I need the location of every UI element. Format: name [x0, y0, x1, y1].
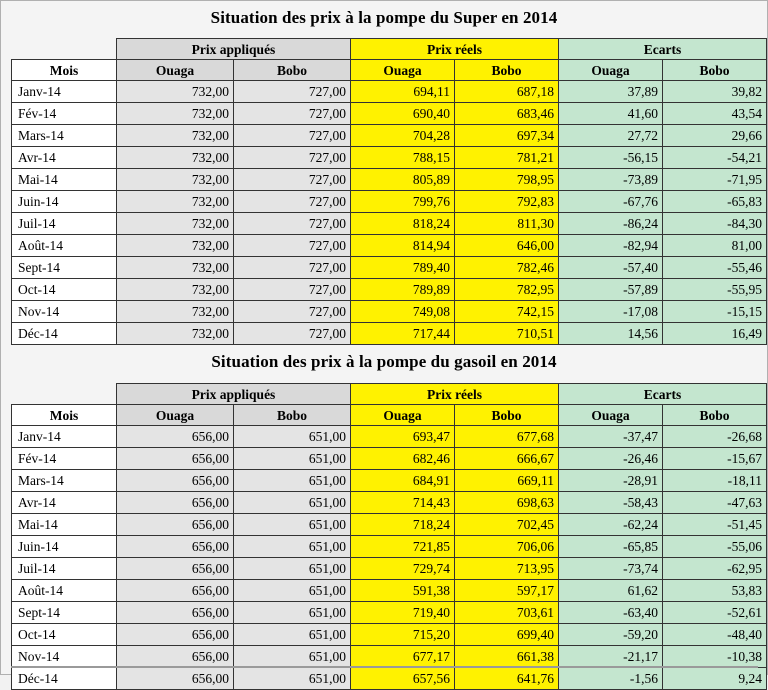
cell-real-ouaga: 729,74 [351, 558, 455, 580]
cell-month: Mai-14 [12, 169, 117, 191]
cell-real-ouaga: 693,47 [351, 426, 455, 448]
cell-gap-bobo: 43,54 [663, 103, 767, 125]
cell-gap-ouaga: -28,91 [559, 470, 663, 492]
cell-gap-ouaga: -26,46 [559, 448, 663, 470]
cell-gap-bobo: 16,49 [663, 323, 767, 345]
cell-applied-bobo: 651,00 [234, 668, 351, 690]
cell-month: Sept-14 [12, 602, 117, 624]
header-blank [12, 384, 117, 405]
column-header-applied-ouaga: Ouaga [117, 405, 234, 426]
cell-month: Oct-14 [12, 624, 117, 646]
cell-applied-bobo: 727,00 [234, 213, 351, 235]
table-row [12, 624, 767, 646]
table-row [12, 668, 767, 690]
column-header-applied-bobo: Bobo [234, 60, 351, 81]
cell-applied-bobo: 727,00 [234, 323, 351, 345]
cell-applied-bobo: 651,00 [234, 646, 351, 668]
cell-real-bobo: 646,00 [455, 235, 559, 257]
cell-gap-bobo: -62,95 [663, 558, 767, 580]
cell-gap-bobo: 39,82 [663, 81, 767, 103]
cell-gap-ouaga: -86,24 [559, 213, 663, 235]
column-header-applied-ouaga: Ouaga [117, 60, 234, 81]
cell-real-ouaga: 805,89 [351, 169, 455, 191]
table-row [12, 257, 767, 279]
cell-month: Sept-14 [12, 257, 117, 279]
table-row [12, 81, 767, 103]
cell-gap-bobo: -47,63 [663, 492, 767, 514]
cell-month: Juin-14 [12, 191, 117, 213]
cell-real-bobo: 742,15 [455, 301, 559, 323]
cell-real-ouaga: 704,28 [351, 125, 455, 147]
column-header-real-ouaga: Ouaga [351, 405, 455, 426]
cell-real-bobo: 713,95 [455, 558, 559, 580]
table-row [12, 279, 767, 301]
cell-gap-ouaga: -56,15 [559, 147, 663, 169]
cell-real-ouaga: 749,08 [351, 301, 455, 323]
table-row [12, 536, 767, 558]
cell-gap-bobo: -55,46 [663, 257, 767, 279]
cell-gap-ouaga: -1,56 [559, 668, 663, 690]
gasoil-table-title: Situation des prix à la pompe du gasoil en 2014 [211, 352, 557, 371]
super-table-title: Situation des prix à la pompe du Super en 2014 [210, 8, 558, 27]
cell-real-bobo: 699,40 [455, 624, 559, 646]
cell-applied-ouaga: 732,00 [117, 235, 234, 257]
cell-month: Janv-14 [12, 81, 117, 103]
cell-real-bobo: 669,11 [455, 470, 559, 492]
cell-real-ouaga: 690,40 [351, 103, 455, 125]
cell-applied-bobo: 727,00 [234, 169, 351, 191]
super-price-table [11, 38, 767, 345]
cell-real-bobo: 782,46 [455, 257, 559, 279]
cell-gap-bobo: -15,15 [663, 301, 767, 323]
cell-applied-ouaga: 732,00 [117, 169, 234, 191]
cell-applied-bobo: 651,00 [234, 580, 351, 602]
cell-gap-ouaga: -57,40 [559, 257, 663, 279]
cell-real-bobo: 666,67 [455, 448, 559, 470]
cell-gap-ouaga: -37,47 [559, 426, 663, 448]
cell-month: Mars-14 [12, 125, 117, 147]
cell-applied-ouaga: 656,00 [117, 624, 234, 646]
column-header-gap-bobo: Bobo [663, 405, 767, 426]
cell-real-bobo: 811,30 [455, 213, 559, 235]
cell-applied-ouaga: 732,00 [117, 125, 234, 147]
column-header-real-bobo: Bobo [455, 60, 559, 81]
cell-real-bobo: 706,06 [455, 536, 559, 558]
cell-applied-ouaga: 732,00 [117, 301, 234, 323]
cell-gap-bobo: -54,21 [663, 147, 767, 169]
cell-applied-bobo: 651,00 [234, 558, 351, 580]
column-header-gap-ouaga: Ouaga [559, 405, 663, 426]
column-header-applied-bobo: Bobo [234, 405, 351, 426]
table-row [12, 235, 767, 257]
cell-gap-ouaga: -62,24 [559, 514, 663, 536]
cell-real-ouaga: 715,20 [351, 624, 455, 646]
cell-gap-ouaga: 27,72 [559, 125, 663, 147]
cell-applied-ouaga: 732,00 [117, 147, 234, 169]
cell-applied-bobo: 727,00 [234, 191, 351, 213]
column-header-month: Mois [12, 405, 117, 426]
table-row [12, 514, 767, 536]
cell-applied-bobo: 727,00 [234, 125, 351, 147]
cell-gap-bobo: -71,95 [663, 169, 767, 191]
cell-applied-ouaga: 656,00 [117, 514, 234, 536]
bottom-divider [11, 666, 758, 668]
cell-real-bobo: 710,51 [455, 323, 559, 345]
table-row [12, 301, 767, 323]
cell-gap-bobo: -48,40 [663, 624, 767, 646]
cell-gap-ouaga: -58,43 [559, 492, 663, 514]
cell-month: Avr-14 [12, 492, 117, 514]
cell-real-ouaga: 721,85 [351, 536, 455, 558]
cell-real-bobo: 703,61 [455, 602, 559, 624]
cell-real-ouaga: 684,91 [351, 470, 455, 492]
group-header-real: Prix réels [351, 39, 559, 60]
cell-applied-ouaga: 732,00 [117, 81, 234, 103]
cell-real-ouaga: 788,15 [351, 147, 455, 169]
cell-applied-ouaga: 656,00 [117, 426, 234, 448]
cell-gap-bobo: 81,00 [663, 235, 767, 257]
column-header-real-ouaga: Ouaga [351, 60, 455, 81]
cell-real-bobo: 597,17 [455, 580, 559, 602]
table-row [12, 103, 767, 125]
cell-gap-ouaga: 14,56 [559, 323, 663, 345]
cell-real-ouaga: 718,24 [351, 514, 455, 536]
group-header-applied: Prix appliqués [117, 39, 351, 60]
cell-real-ouaga: 682,46 [351, 448, 455, 470]
cell-gap-bobo: -84,30 [663, 213, 767, 235]
cell-gap-ouaga: 37,89 [559, 81, 663, 103]
cell-gap-bobo: -18,11 [663, 470, 767, 492]
table-row [12, 470, 767, 492]
column-header-real-bobo: Bobo [455, 405, 559, 426]
table-row [12, 580, 767, 602]
gasoil-price-table [11, 383, 767, 690]
cell-real-ouaga: 719,40 [351, 602, 455, 624]
cell-applied-ouaga: 656,00 [117, 558, 234, 580]
table-row [12, 213, 767, 235]
cell-real-bobo: 687,18 [455, 81, 559, 103]
cell-gap-bobo: -15,67 [663, 448, 767, 470]
cell-real-ouaga: 789,40 [351, 257, 455, 279]
cell-gap-ouaga: -67,76 [559, 191, 663, 213]
cell-month: Août-14 [12, 235, 117, 257]
cell-real-ouaga: 677,17 [351, 646, 455, 668]
cell-real-ouaga: 694,11 [351, 81, 455, 103]
cell-gap-ouaga: 41,60 [559, 103, 663, 125]
cell-gap-ouaga: -21,17 [559, 646, 663, 668]
cell-applied-ouaga: 656,00 [117, 536, 234, 558]
cell-applied-ouaga: 656,00 [117, 470, 234, 492]
cell-applied-ouaga: 732,00 [117, 191, 234, 213]
cell-applied-ouaga: 732,00 [117, 279, 234, 301]
group-header-gaps: Ecarts [559, 39, 767, 60]
cell-gap-ouaga: -59,20 [559, 624, 663, 646]
cell-applied-bobo: 651,00 [234, 514, 351, 536]
cell-month: Nov-14 [12, 301, 117, 323]
cell-gap-ouaga: -73,74 [559, 558, 663, 580]
cell-real-bobo: 798,95 [455, 169, 559, 191]
cell-applied-bobo: 651,00 [234, 426, 351, 448]
cell-real-bobo: 781,21 [455, 147, 559, 169]
cell-applied-ouaga: 732,00 [117, 103, 234, 125]
cell-gap-bobo: 29,66 [663, 125, 767, 147]
cell-applied-ouaga: 656,00 [117, 646, 234, 668]
cell-applied-bobo: 651,00 [234, 448, 351, 470]
cell-gap-bobo: 9,24 [663, 668, 767, 690]
group-header-applied: Prix appliqués [117, 384, 351, 405]
cell-month: Août-14 [12, 580, 117, 602]
cell-month: Fév-14 [12, 448, 117, 470]
cell-month: Avr-14 [12, 147, 117, 169]
cell-month: Mai-14 [12, 514, 117, 536]
table-row [12, 448, 767, 470]
cell-real-ouaga: 714,43 [351, 492, 455, 514]
cell-month: Juil-14 [12, 558, 117, 580]
cell-real-ouaga: 591,38 [351, 580, 455, 602]
cell-applied-ouaga: 656,00 [117, 492, 234, 514]
cell-real-bobo: 677,68 [455, 426, 559, 448]
cell-month: Fév-14 [12, 103, 117, 125]
cell-applied-bobo: 651,00 [234, 492, 351, 514]
cell-real-ouaga: 818,24 [351, 213, 455, 235]
cell-real-ouaga: 717,44 [351, 323, 455, 345]
cell-gap-ouaga: -57,89 [559, 279, 663, 301]
group-header-real: Prix réels [351, 384, 559, 405]
table-row [12, 602, 767, 624]
cell-month: Nov-14 [12, 646, 117, 668]
table-row [12, 492, 767, 514]
table-row [12, 169, 767, 191]
cell-applied-ouaga: 656,00 [117, 602, 234, 624]
cell-gap-bobo: -55,95 [663, 279, 767, 301]
cell-applied-bobo: 727,00 [234, 235, 351, 257]
cell-real-bobo: 697,34 [455, 125, 559, 147]
cell-applied-ouaga: 656,00 [117, 668, 234, 690]
table-row [12, 147, 767, 169]
cell-applied-bobo: 727,00 [234, 301, 351, 323]
cell-applied-bobo: 651,00 [234, 470, 351, 492]
cell-month: Juin-14 [12, 536, 117, 558]
cell-month: Janv-14 [12, 426, 117, 448]
cell-month: Oct-14 [12, 279, 117, 301]
cell-applied-bobo: 651,00 [234, 536, 351, 558]
header-blank [12, 39, 117, 60]
cell-month: Juil-14 [12, 213, 117, 235]
cell-applied-bobo: 651,00 [234, 624, 351, 646]
table-row [12, 558, 767, 580]
table-row [12, 426, 767, 448]
cell-real-bobo: 792,83 [455, 191, 559, 213]
cell-real-ouaga: 789,89 [351, 279, 455, 301]
cell-real-ouaga: 657,56 [351, 668, 455, 690]
table-row [12, 125, 767, 147]
cell-month: Mars-14 [12, 470, 117, 492]
cell-applied-bobo: 727,00 [234, 279, 351, 301]
group-header-gaps: Ecarts [559, 384, 767, 405]
cell-real-bobo: 661,38 [455, 646, 559, 668]
cell-applied-ouaga: 732,00 [117, 213, 234, 235]
cell-gap-bobo: 53,83 [663, 580, 767, 602]
cell-real-bobo: 782,95 [455, 279, 559, 301]
cell-applied-ouaga: 732,00 [117, 257, 234, 279]
cell-gap-ouaga: -65,85 [559, 536, 663, 558]
cell-gap-bobo: -65,83 [663, 191, 767, 213]
cell-gap-ouaga: 61,62 [559, 580, 663, 602]
cell-gap-ouaga: -63,40 [559, 602, 663, 624]
cell-gap-bobo: -10,38 [663, 646, 767, 668]
table-row [12, 191, 767, 213]
cell-gap-bobo: -26,68 [663, 426, 767, 448]
column-header-gap-ouaga: Ouaga [559, 60, 663, 81]
cell-real-bobo: 641,76 [455, 668, 559, 690]
cell-gap-bobo: -52,61 [663, 602, 767, 624]
cell-real-bobo: 702,45 [455, 514, 559, 536]
cell-applied-bobo: 727,00 [234, 147, 351, 169]
cell-real-bobo: 683,46 [455, 103, 559, 125]
cell-applied-bobo: 727,00 [234, 257, 351, 279]
cell-applied-bobo: 651,00 [234, 602, 351, 624]
table-row [12, 323, 767, 345]
cell-applied-ouaga: 656,00 [117, 580, 234, 602]
cell-gap-bobo: -55,06 [663, 536, 767, 558]
cell-applied-ouaga: 732,00 [117, 323, 234, 345]
cell-gap-ouaga: -73,89 [559, 169, 663, 191]
cell-applied-ouaga: 656,00 [117, 448, 234, 470]
cell-real-ouaga: 799,76 [351, 191, 455, 213]
column-header-month: Mois [12, 60, 117, 81]
cell-gap-ouaga: -82,94 [559, 235, 663, 257]
cell-applied-bobo: 727,00 [234, 103, 351, 125]
cell-gap-ouaga: -17,08 [559, 301, 663, 323]
column-header-gap-bobo: Bobo [663, 60, 767, 81]
cell-real-ouaga: 814,94 [351, 235, 455, 257]
cell-real-bobo: 698,63 [455, 492, 559, 514]
cell-gap-bobo: -51,45 [663, 514, 767, 536]
cell-month: Déc-14 [12, 668, 117, 690]
cell-applied-bobo: 727,00 [234, 81, 351, 103]
table-row [12, 646, 767, 668]
cell-month: Déc-14 [12, 323, 117, 345]
